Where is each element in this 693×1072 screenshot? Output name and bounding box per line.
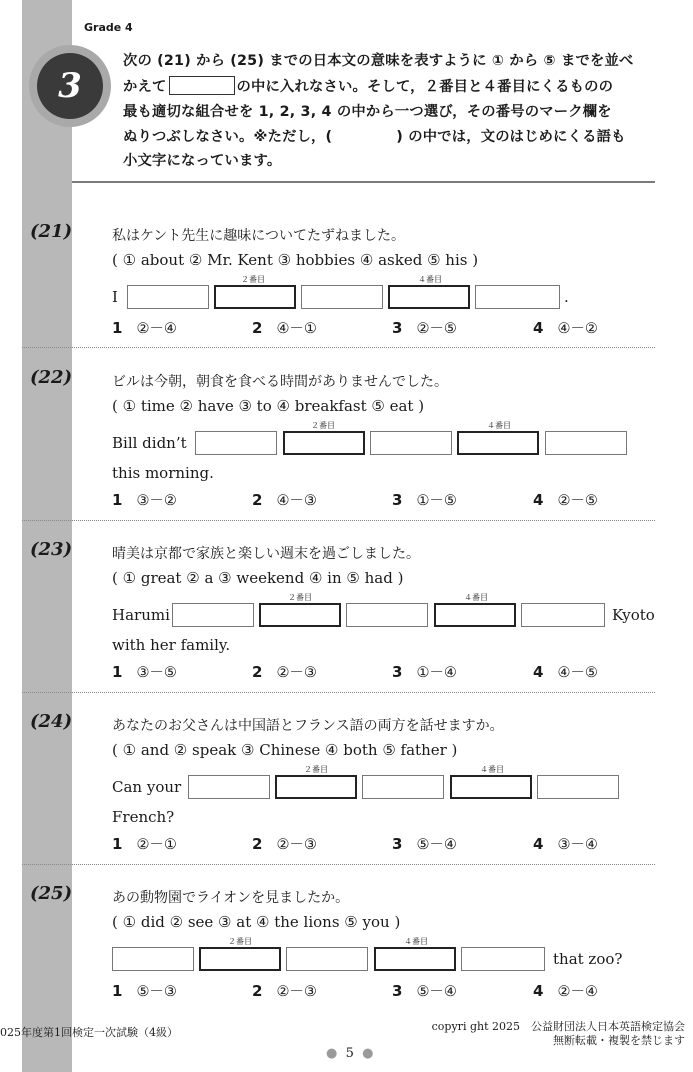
answer-box-4[interactable]	[388, 285, 470, 309]
answer-box-1[interactable]	[195, 431, 277, 455]
grade-label: Grade 4	[84, 21, 133, 34]
choice-3[interactable]: 3 ⑤－④	[392, 835, 457, 853]
sentence-suffix: that zoo?	[553, 950, 623, 968]
sentence-prefix: Bill didn’t	[112, 434, 187, 452]
question-divider	[22, 864, 655, 865]
answer-box-5[interactable]	[521, 603, 605, 627]
fourth-position-label: ４番目	[404, 937, 428, 946]
sample-answer-box	[169, 76, 235, 95]
sentence-prefix: Harumi	[112, 606, 170, 624]
question-number: (24)	[30, 711, 73, 732]
answer-box-1[interactable]	[127, 285, 209, 309]
question-japanese: あなたのお父さんは中国語とフランス語の両方を話せますか。	[112, 718, 504, 734]
choice-2[interactable]: 2 ②－③	[252, 663, 317, 681]
copyright-notice: copyri ght 2025 公益財団法人日本英語検定協会	[431, 1020, 685, 1033]
choice-4[interactable]: 4 ②－④	[533, 982, 598, 1000]
answer-box-2[interactable]	[199, 947, 281, 971]
answer-box-4[interactable]	[374, 947, 456, 971]
question-japanese: 晴美は京都で家族と楽しい週末を過ごしました。	[112, 546, 420, 562]
fourth-position-label: ４番目	[487, 421, 511, 430]
instruction-line-5: 小文字になっています。	[123, 153, 282, 169]
choice-2[interactable]: 2 ④－①	[252, 319, 317, 337]
choice-2[interactable]: 2 ④－③	[252, 491, 317, 509]
choice-1[interactable]: 1 ②－①	[112, 835, 177, 853]
sentence-continuation: with her family.	[112, 636, 231, 654]
second-position-label: ２番目	[311, 421, 335, 430]
answer-box-3[interactable]	[301, 285, 383, 309]
answer-box-2[interactable]	[214, 285, 296, 309]
answer-box-5[interactable]	[461, 947, 545, 971]
choice-1[interactable]: 1 ③－⑤	[112, 663, 177, 681]
sentence-prefix: I	[112, 288, 118, 306]
question-divider	[22, 520, 655, 521]
second-position-label: ２番目	[304, 765, 328, 774]
second-position-label: ２番目	[228, 937, 252, 946]
choice-2[interactable]: 2 ②－③	[252, 835, 317, 853]
choice-2[interactable]: 2 ②－③	[252, 982, 317, 1000]
sentence-continuation: this morning.	[112, 464, 214, 482]
header-divider	[72, 181, 655, 183]
answer-box-3[interactable]	[362, 775, 444, 799]
choice-3[interactable]: 3 ①－⑤	[392, 491, 457, 509]
fourth-position-label: ４番目	[418, 275, 442, 284]
margin-strip	[22, 0, 72, 1072]
answer-box-2[interactable]	[283, 431, 365, 455]
question-number: (23)	[30, 539, 73, 560]
second-position-label: ２番目	[241, 275, 265, 284]
instruction-line-4: ぬりつぶしなさい。※ただし，( ) の中では，文のはじめにくる語も	[123, 129, 626, 145]
answer-box-5[interactable]	[545, 431, 627, 455]
answer-box-1[interactable]	[112, 947, 194, 971]
word-choices: ( ① time ② have ③ to ④ breakfast ⑤ eat )	[112, 397, 425, 415]
word-choices: ( ① and ② speak ③ Chinese ④ both ⑤ father )	[112, 741, 458, 759]
answer-box-5[interactable]	[537, 775, 619, 799]
sentence-continuation: French?	[112, 808, 175, 826]
answer-box-3[interactable]	[346, 603, 428, 627]
sentence-suffix: Kyoto	[612, 606, 655, 624]
question-japanese: あの動物園でライオンを見ましたか。	[112, 890, 350, 906]
instruction-line-2: かえて の中に入れなさい。そして，２番目と４番目にくるものの	[123, 76, 613, 96]
second-position-label: ２番目	[288, 593, 312, 602]
exam-title-footer: 025年度第1回検定一次試験（4級）	[0, 1026, 178, 1039]
section-number: 3	[37, 53, 103, 119]
answer-box-3[interactable]	[286, 947, 368, 971]
question-divider	[22, 347, 655, 348]
instruction-line-1: 次の (21) から (25) までの日本文の意味を表すように ① から ⑤ までを並べ	[123, 53, 634, 69]
word-choices: ( ① did ② see ③ at ④ the lions ⑤ you )	[112, 913, 401, 931]
choice-4[interactable]: 4 ③－④	[533, 835, 598, 853]
question-japanese: 私はケント先生に趣味についてたずねました。	[112, 228, 406, 244]
word-choices: ( ① great ② a ③ weekend ④ in ⑤ had )	[112, 569, 404, 587]
question-japanese: ビルは今朝，朝食を食べる時間がありませんでした。	[112, 374, 448, 390]
question-divider	[22, 692, 655, 693]
choice-1[interactable]: 1 ③－②	[112, 491, 177, 509]
choice-4[interactable]: 4 ④－②	[533, 319, 598, 337]
question-number: (22)	[30, 367, 73, 388]
word-choices: ( ① about ② Mr. Kent ③ hobbies ④ asked ⑤ his )	[112, 251, 479, 269]
choice-3[interactable]: 3 ①－④	[392, 663, 457, 681]
answer-box-2[interactable]	[275, 775, 357, 799]
answer-box-4[interactable]	[457, 431, 539, 455]
answer-box-5[interactable]	[475, 285, 560, 309]
choice-4[interactable]: 4 ④－⑤	[533, 663, 598, 681]
question-number: (21)	[30, 221, 73, 242]
choice-1[interactable]: 1 ⑤－③	[112, 982, 177, 1000]
answer-box-1[interactable]	[172, 603, 254, 627]
choice-3[interactable]: 3 ⑤－④	[392, 982, 457, 1000]
sentence-prefix: Can your	[112, 778, 182, 796]
choice-4[interactable]: 4 ②－⑤	[533, 491, 598, 509]
choice-3[interactable]: 3 ②－⑤	[392, 319, 457, 337]
page-number: ● 5 ●	[326, 1046, 374, 1061]
choice-1[interactable]: 1 ②－④	[112, 319, 177, 337]
fourth-position-label: ４番目	[480, 765, 504, 774]
sentence-suffix: .	[564, 288, 569, 306]
instruction-line-3: 最も適切な組合せを 1, 2, 3, 4 の中から一つ選び，その番号のマーク欄を	[123, 104, 612, 120]
answer-box-2[interactable]	[259, 603, 341, 627]
fourth-position-label: ４番目	[464, 593, 488, 602]
answer-box-4[interactable]	[434, 603, 516, 627]
answer-box-1[interactable]	[188, 775, 270, 799]
reproduction-notice: 無断転載・複製を禁じます	[553, 1034, 685, 1047]
question-number: (25)	[30, 883, 73, 904]
answer-box-4[interactable]	[450, 775, 532, 799]
answer-box-3[interactable]	[370, 431, 452, 455]
